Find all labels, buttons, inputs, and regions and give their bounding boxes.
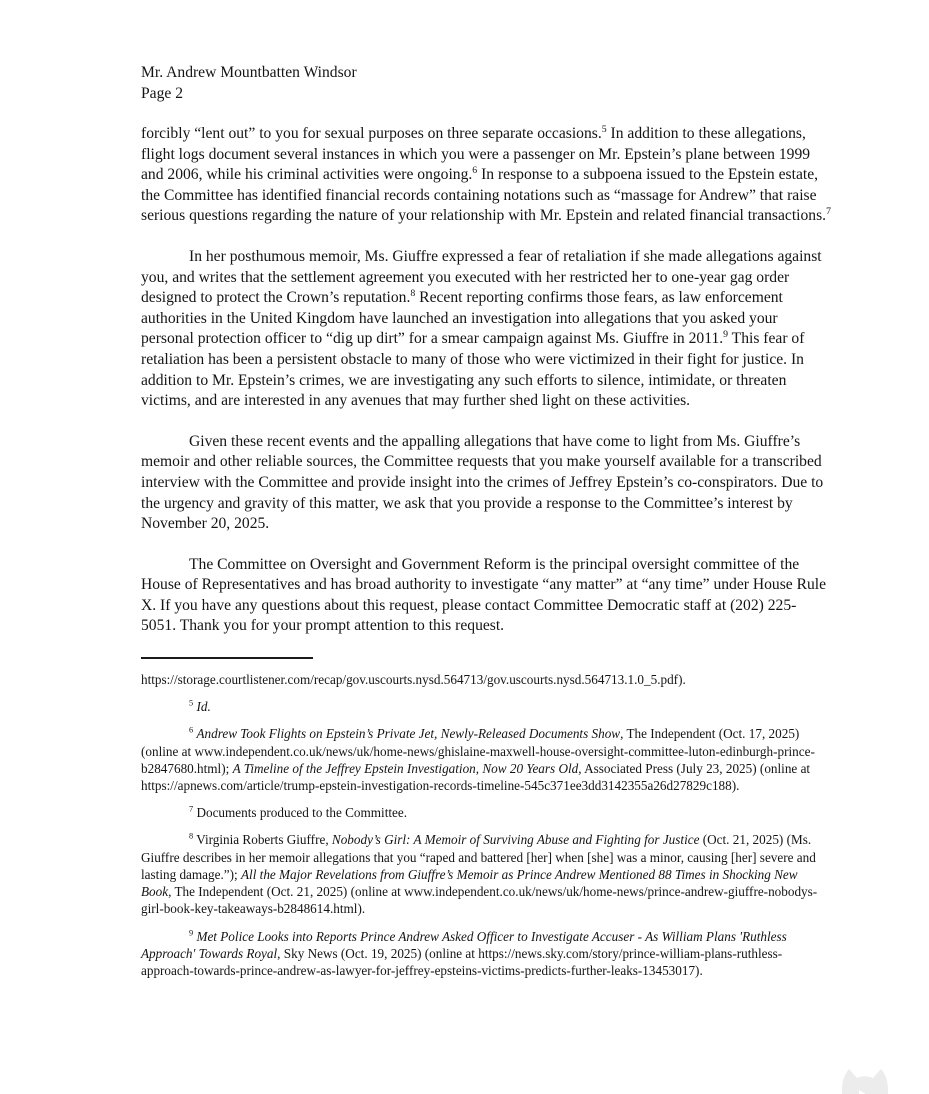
page-header xyxy=(141,62,831,104)
page-content xyxy=(141,0,831,979)
footnotes-section xyxy=(141,657,831,979)
paragraph-retaliation: In her posthumous memoir, Ms. Giuffre expressed a fear of retaliation if she made allegations against you, and writes that the settlement agreement you executed with her restricted her to one-year gag order designed to protect the Crown’s reputation.$^8$ Recent reporting confirms those fears, as law enforcement authorities in the United Kingdom have launched an investigation into allegations that you asked your personal protection officer to “dig up dirt” for a smear campaign against Ms. Giuffre in 2011.$^9$ This fear of retaliation has been a persistent obstacle to many of those who were victimized in their fight for justice. In addition to Mr. Epstein’s crimes, we are investigating any such efforts to silence, intimidate, or threaten victims, and are interested in any avenues that may further shed light on these activities. xyxy=(141,247,822,410)
watermark-shape xyxy=(842,1069,888,1094)
footnote-continuation: https://storage.courtlistener.com/recap/gov.uscourts.nysd.564713/gov.uscourts.nysd.564713.1.0_5.pdf). xyxy=(141,672,686,688)
footnote-8: $^8$ Virginia Roberts Giuffre, Nobody’s Girl: A Memoir of Surviving Abuse and Fighting for Justice (Oct. 21, 2025) (Ms. Giuffre describes in her memoir allegations that you “raped and battered [her] when [she] was a minor, causing [her] severe and lasting damage.”); All the Major Revelations from Giuffre’s Memoir as Prince Andrew Mentioned 88 Times in Shocking New Book, The Independent (Oct. 21, 2025) (online at www.independent.co.uk/news/uk/home-news/prince-andrew-giuffre-nobodys-girl-book-key-takeaways-b2848614.html). xyxy=(141,832,818,917)
footnote-separator xyxy=(141,657,313,659)
footnote-5: $^5$ Id. xyxy=(189,698,211,715)
letter-body xyxy=(141,124,831,637)
recipient-name: Mr. Andrew Mountbatten Windsor xyxy=(141,64,357,81)
footnote-7: $^7$ Documents produced to the Committee. xyxy=(189,804,408,821)
footnote-9: $^9$ Met Police Looks into Reports Prince Andrew Asked Officer to Investigate Accuser - As William Plans 'Ruthless Approach' Towards Royal, Sky News (Oct. 19, 2025) (online at https://news.sky.com/story/prince-william-plans-ruthless-approach-towards-prince-andrew-as-lawyer-for-jeffrey-epsteins-victims-predicts-further-leaks-13453017). xyxy=(141,928,787,978)
footnote-6: $^6$ Andrew Took Flights on Epstein’s Private Jet, Newly-Released Documents Show, The Independent (Oct. 17, 2025) (online at www.independent.co.uk/news/uk/home-news/ghislaine-maxwell-house-oversight-committee-luton-edinburgh-prince-b2847680.html); A Timeline of the Jeffrey Epstein Investigation, Now 20 Years Old, Associated Press (July 23, 2025) (online at https://apnews.com/article/trump-epstein-investigation-records-timeline-545c371ee3dd3142355a26d27829c188). xyxy=(141,726,815,794)
paragraph-interview-request: Given these recent events and the appalling allegations that have come to light from Ms. Giuffre’s memoir and other reliable sources, the Committee requests that you make yourself available for a transcribed interview with the Committee and provide insight into the crimes of Jeffrey Epstein’s co-conspirators. Due to the urgency and gravity of this matter, we ask that you provide a response to the Committee’s interest by November 20, 2025. xyxy=(141,432,824,533)
paragraph-allegations-continuation: forcibly “lent out” to you for sexual purposes on three separate occasions.$^5$ In addition to these allegations, flight logs document several instances in which you were a passenger on Mr. Epstein’s plane between 1999 and 2006, while his criminal activities were ongoing.$^6$ In response to a subpoena issued to the Epstein estate, the Committee has identified financial records containing notations such as “massage for Andrew” that raise serious questions regarding the nature of your relationship with Mr. Epstein and related financial transactions.$^7$ xyxy=(141,123,831,225)
play-logo-watermark-icon xyxy=(836,1066,894,1094)
paragraph-committee-authority: The Committee on Oversight and Government Reform is the principal oversight committee of the House of Representatives and has broad authority to investigate “any matter” at “any time” under House Rule X. If you have any questions about this request, please contact Committee Democratic staff at (202) 225-5051. Thank you for your prompt attention to this request. xyxy=(141,555,827,635)
page-number: Page 2 xyxy=(141,85,184,102)
